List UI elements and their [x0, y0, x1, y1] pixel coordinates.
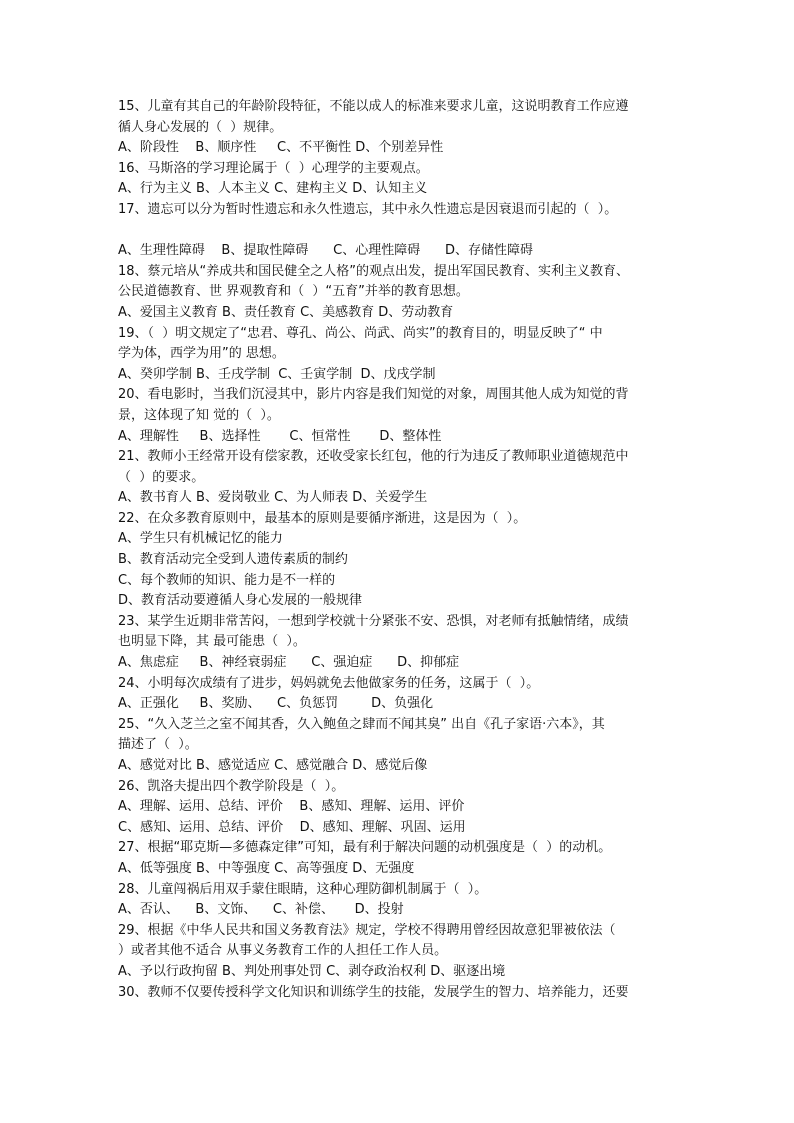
text-line: A、生理性障碍 B、提取性障碍 C、心理性障碍 D、存储性障碍 [118, 243, 534, 259]
text-line: 学为体，西学为用”的 思想。 [118, 346, 285, 362]
text-line: A、感觉对比 B、感觉适应 C、感觉融合 D、感觉后像 [118, 758, 428, 773]
text-line: 16、马斯洛的学习理论属于（ ）心理学的主要观点。 [118, 160, 429, 176]
text-line: A、理解、运用、总结、评价 B、感知、理解、运用、评价 [118, 799, 465, 815]
text-line: 27、根据“耶克斯—多德森定律”可知，最有利于解决问题的动机强度是（ ）的动机。 [118, 840, 612, 856]
text-line: C、每个教师的知识、能力是不一样的 [118, 572, 336, 588]
text-line: 21、教师小王经常开设有偿家教，还收受家长红包，他的行为违反了教师职业道德规范中 [118, 449, 629, 465]
text-line: A、否认、 B、文饰、 C、补偿、 D、投射 [118, 902, 404, 918]
text-line: 17、遗忘可以分为暂时性遗忘和永久性遗忘，其中永久性遗忘是因衰退而引起的（ ）。 [118, 201, 618, 217]
text-line: 19、（ ）明文规定了“忠君、尊孔、尚公、尚武、尚实”的教育目的，明显反映了“ 中 [118, 325, 603, 341]
text-line: A、行为主义 B、人本主义 C、建构主义 D、认知主义 [118, 181, 428, 197]
text-line: 25、“久入芝兰之室不闻其香，久入鲍鱼之肆而不闻其臭” 出自《孔子家语·六本》，其 [118, 716, 605, 732]
text-line: 28、儿童闯祸后用双手蒙住眼睛，这种心理防御机制属于（ ）。 [118, 881, 488, 897]
text-line: 30、教师不仅要传授科学文化知识和训练学生的技能，发展学生的智力、培养能力，还要 [118, 984, 629, 1000]
text-line: A、低等强度 B、中等强度 C、高等强度 D、无强度 [118, 860, 415, 876]
text-line: D、教育活动要遵循人身心发展的一般规律 [118, 593, 363, 609]
text-line: B、教育活动完全受到人遗传素质的制约 [118, 552, 348, 568]
text-line: A、正强化 B、奖励、 C、负惩罚 D、负强化 [118, 696, 434, 712]
text-line: 18、蔡元培从“养成共和国民健全之人格”的观点出发，提出军国民教育、实利主义教育、 [118, 263, 630, 279]
text-line: 也明显下降，其 最可能患（ ）。 [118, 634, 306, 650]
text-line: C、感知、运用、总结、评价 D、感知、理解、巩固、运用 [118, 819, 466, 835]
text-line: A、予以行政拘留 B、判处刑事处罚 C、剥夺政治权利 D、驱逐出境 [118, 963, 506, 979]
text-line: A、学生只有机械记忆的能力 [118, 531, 283, 547]
text-line: A、理解性 B、选择性 C、恒常性 D、整体性 [118, 428, 442, 444]
text-line: 29、根据《中华人民共和国义务教育法》规定，学校不得聘用曾经因故意犯罪被依法（ [118, 922, 616, 938]
blank-line [118, 221, 684, 242]
text-line: 公民道德教育、世 界观教育和（ ）“五育”并举的教育思想。 [118, 284, 469, 300]
text-line: A、爱国主义教育 B、责任教育 C、美感教育 D、劳动教育 [118, 304, 454, 320]
text-line: A、阶段性 B、顺序性 C、不平衡性 D、个别差异性 [118, 140, 444, 156]
text-line: A、教书育人 B、爱岗敬业 C、为人师表 D、关爱学生 [118, 490, 428, 506]
text-line: 景，这体现了知 觉的（ ）。 [118, 407, 280, 423]
text-line: 24、小明每次成绩有了进步，妈妈就免去他做家务的任务，这属于（ ）。 [118, 675, 540, 691]
text-line: A、焦虑症 B、神经衰弱症 C、强迫症 D、抑郁症 [118, 655, 460, 671]
document-body [118, 97, 684, 1003]
text-line: 22、在众多教育原则中，最基本的原则是要循序渐进，这是因为（ ）。 [118, 510, 527, 526]
text-line: ）或者其他不适合 从事义务教育工作的人担任工作人员。 [118, 943, 448, 959]
text-line: A、癸卯学制 B、壬戌学制 C、壬寅学制 D、戊戌学制 [118, 366, 436, 382]
text-line: 20、看电影时，当我们沉浸其中，影片内容是我们知觉的对象，周围其他人成为知觉的背 [118, 387, 629, 403]
text-line: 26、凯洛夫提出四个教学阶段是（ ）。 [118, 778, 345, 794]
text-line: 23、某学生近期非常苦闷，一想到学校就十分紧张不安、恐惧，对老师有抵触情绪，成绩 [118, 613, 629, 629]
text-line: 15、儿童有其自己的年龄阶段特征，不能以成人的标准来要求儿童，这说明教育工作应遵 [118, 99, 629, 114]
text-line: 描述了（ ）。 [118, 737, 198, 753]
text-line: 循人身心发展的（ ）规律。 [118, 119, 283, 135]
text-line: （ ）的要求。 [118, 469, 205, 485]
